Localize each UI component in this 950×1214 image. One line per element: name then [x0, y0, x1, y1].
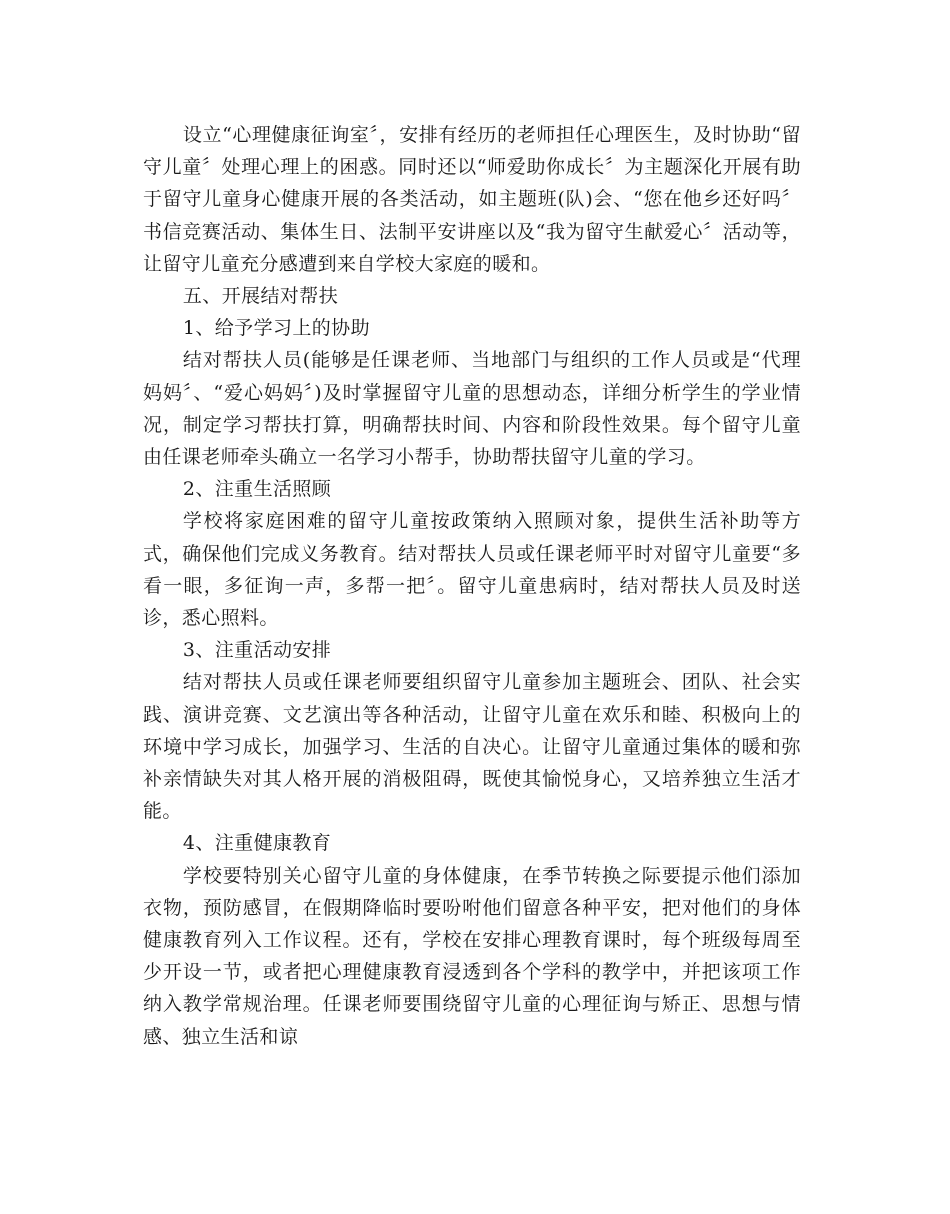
- subheading-health-education: 4、注重健康教育: [182, 832, 332, 855]
- paragraph-study-assistance: 结对帮扶人员(能够是任课老师、当地部门与组织的工作人员或是“代理妈妈〞、“爱心妈妈〞)及时掌握留守儿童的思想动态，详细分析学生的学业情况，制定学习帮扶打算，明确帮扶时间、内容和阶段性效果。每个留守儿童由任课老师牵头确立一名学习小帮手，协助帮扶留守儿童的学习。: [143, 349, 801, 469]
- subheading-life-care: 2、注重生活照顾: [182, 478, 332, 501]
- subheading-activity-arrangement: 3、注重活动安排: [182, 639, 332, 662]
- paragraph-counseling-room: 设立“心理健康征询室〞，安排有经历的老师担任心理医生，及时协助“留守儿童〞处理心理上的困惑。同时还以“师爱助你成长〞为主题深化开展有助于留守儿童身心健康开展的各类活动，如主题班(队)会、“您在他乡还好吗〞书信竞赛活动、集体生日、法制平安讲座以及“我为留守生献爱心〞活动等，让留守儿童充分感遭到来自学校大家庭的暖和。: [143, 124, 801, 275]
- document-body: [143, 119, 801, 1053]
- section-heading-pairing-support: 五、开展结对帮扶: [182, 285, 339, 308]
- paragraph-health-education: 学校要特别关心留守儿童的身体健康，在季节转换之际要提示他们添加衣物，预防感冒，在假期降临时要吩咐他们留意各种平安，把对他们的身体健康教育列入工作议程。还有，学校在安排心理教育课时，每个班级每周至少开设一节，或者把心理健康教育浸透到各个学科的教学中，并把该项工作纳入教学常规治理。任课老师要围绕留守儿童的心理征询与矫正、思想与情感、独立生活和谅: [143, 864, 801, 1048]
- paragraph-activity-arrangement: 结对帮扶人员或任课老师要组织留守儿童参加主题班会、团队、社会实践、演讲竞赛、文艺演出等各种活动，让留守儿童在欢乐和睦、积极向上的环境中学习成长，加强学习、生活的自决心。让留守儿童通过集体的暖和弥补亲情缺失对其人格开展的消极阻碍，既使其愉悦身心，又培养独立生活才能。: [143, 671, 801, 823]
- subheading-study-assistance: 1、给予学习上的协助: [182, 317, 370, 340]
- paragraph-life-care: 学校将家庭困难的留守儿童按政策纳入照顾对象，提供生活补助等方式，确保他们完成义务教育。结对帮扶人员或任课老师平时对留守儿童要“多看一眼，多征询一声，多帮一把〞。留守儿童患病时，结对帮扶人员及时送诊，悉心照料。: [143, 510, 801, 630]
